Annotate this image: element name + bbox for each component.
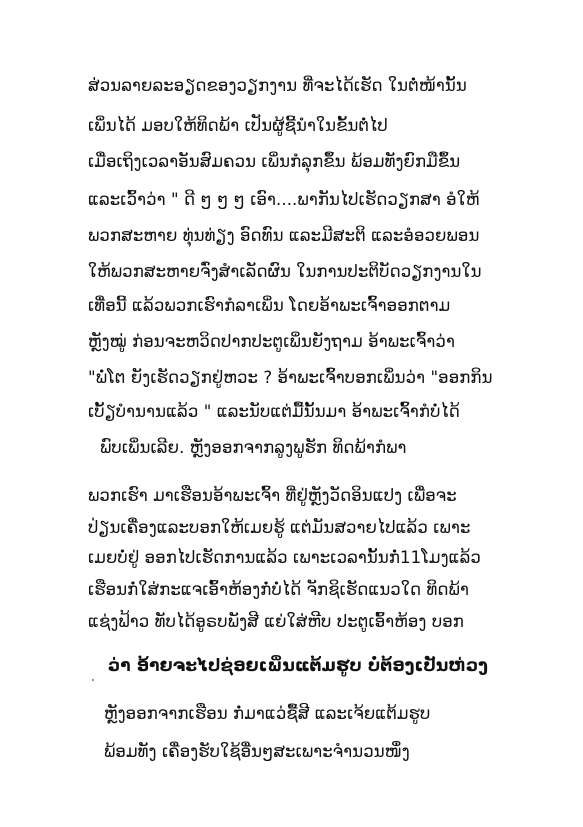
text-line-2: ເພິ່ນໄດ້ ມອບໃຫ້ທິດພ້າ ເປັນຜູ້ຊີ້ນໍາໃນຂັ້ນຕໍ່ໄປ <box>88 116 388 135</box>
text-line-9: "ພໍ່ໂຕ ຍັງເຮັດວຽກຢູ່ຫວະ ? ອ້າພະເຈົ້າບອກເພິ່ນວ່າ "ອອກກິນ <box>88 368 493 387</box>
scan-speck <box>92 679 94 681</box>
text-line-13: ປ່ຽນເຄື່ອງແລະບອກໃຫ້ເມຍຮູ້ ແຕ່ມັນສວາຍໄປແລ້ວ ເພາະ <box>88 518 471 537</box>
text-line-5: ພວກສະຫາຍ ທຸ່ນທ່ຽງ ອົດທົນ ແລະມີສະຕິ ແລະອໍອວຍພອນ <box>88 226 480 245</box>
text-line-18: ຫຼັງອອກຈາກເຮືອນ ກໍ່ມາແວ່ຊື້ສີ ແລະເຈ້ຍແຕ້ມຮູບ <box>104 704 431 723</box>
text-line-7: ເທື່ອນີ້ ແລ້ວພວກເຮົາກໍລາເພິ່ນ ໂດຍອ້າພະເຈົ້າອອກຕາມ <box>88 296 451 315</box>
text-line-19: ພ້ອມທັງ ເຄື່ອງຮັບໃຊ້ອື່ນໆສະເພາະຈໍານວນໜຶ່ງ <box>104 742 410 761</box>
text-line-16: ແຊ່ງຟ້າວ ທັບໄດ້ອູຣບພັງສີ ແຍ່ໃສ່ຫີບ ປະຕູເອົ້າຫ້ອງ ບອກ <box>88 612 464 631</box>
text-line-4: ແລະເວົ້າວ່າ " ດີ ໆ ໆ ໆ ເອົາ....ພາກັນໄປເຮັດວຽກສາ ອໍໃຫ້ <box>88 190 480 209</box>
text-line-3: ເມື່ອເຖິງເວລາອັນສົມຄວນ ເພິ່ນກໍລຸກຂຶ້ນ ພ້ອມທັງຍົກມືຂຶ້ນ <box>88 152 461 171</box>
text-line-10: ເບັ້ຽບໍານານແລ້ວ " ແລະນັບແຕ່ມື້ນັ້ນມາ ອ້າພະເຈົ້າກໍບໍ່ໄດ້ <box>88 402 460 421</box>
text-line-8: ຫຼັງໝູ່ ກ່ອນຈະຫວິດປາກປະຕູເພິ່ນຍັງຖາມ ອ້າພະເຈົ້າວ່າ <box>88 332 455 351</box>
text-line-1: ສ່ວນລາຍລະອຽດຂອງວຽກງານ ທີ່ຈະໄດ້ເຮັດ ໃນຕໍ່ໜ້ານັ້ນ <box>88 76 467 95</box>
text-line-17-emphasis: ວ່າ ອ້າຍຈະໄປຊ່ອຍເພິ່ນແຕ້ມຮູບ ບໍ່ຕ້ອງເປັນຫ່ວງ <box>108 656 489 676</box>
text-line-11: ພົບເພິ່ນເລີຍ. ຫຼັງອອກຈາກລູງພູຮັກ ທິດພ້າກໍພາ <box>100 438 407 457</box>
text-line-14: ເມຍບໍ່ຢູ່ ອອກໄປເຮັດການແລ້ວ ເພາະເວລານັ້ນກໍ່11ໂມງແລ້ວ <box>88 548 481 567</box>
text-line-15: ເຮືອນກໍ່ໃສ່ກະແຈເອົ້າຫ້ອງກໍ່ບໍ່ໄດ້ ຈັກຊິເຮັດແນວໃດ ທິດພ້າ <box>88 580 469 599</box>
text-line-6: ໃຫ້ພວກສະຫາຍຈົ່ງສໍາເລັດຜົນ ໃນການປະຕິບັດວຽກງານໃນ <box>88 262 482 281</box>
text-line-12: ພວກເຮົາ ມາເຮືອນອ້າພະເຈົ້າ ທີ່ຢູ່ຫຼັງວັດອິນແປງ ເພື່ອຈະ <box>88 486 457 505</box>
